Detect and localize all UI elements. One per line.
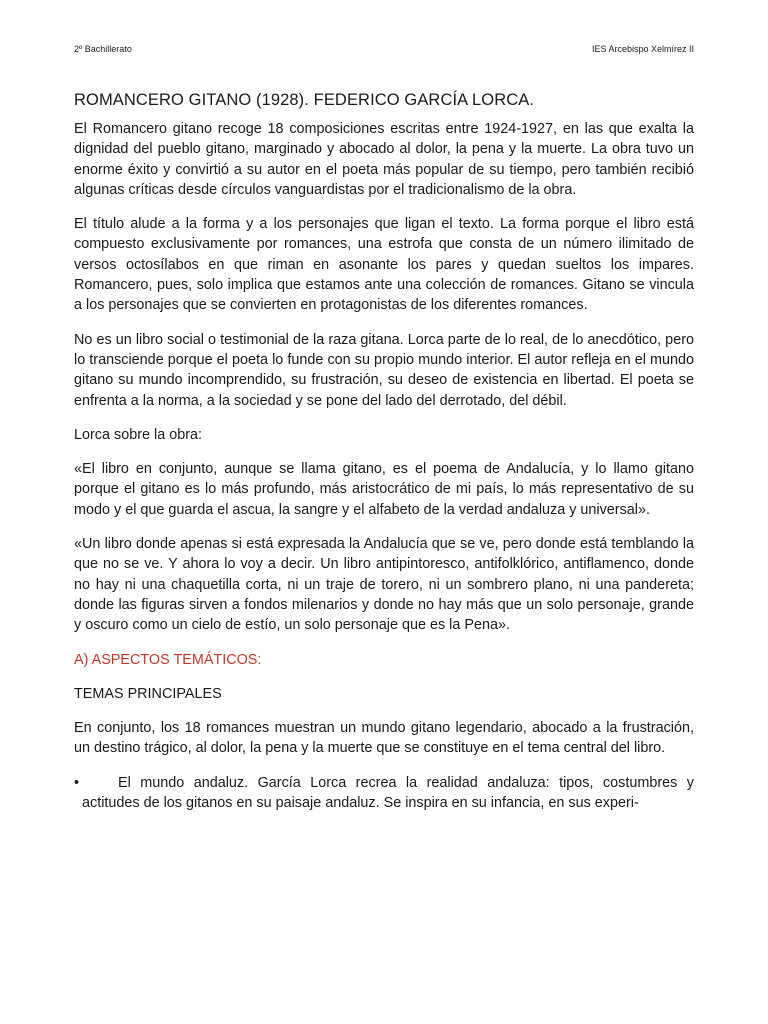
subheading-temas-principales: TEMAS PRINCIPALES (74, 685, 222, 702)
paragraph-quote-2: «Un libro donde apenas si está expresada la Andalucía que se ve, pero donde está temblando la que no se ve. Y ahora lo voy a decir. Un libro antipintoresco, antifolklórico, antiflamenco, donde no hay ni una chaquetilla corta, ni un traje de torero, ni un sombrero plano, ni una pandereta; donde las figuras sirven a fondos milenarios y donde no hay más que un solo personaje, grande y oscuro como un cielo de estío, un solo personaje que es la Pena». (74, 536, 694, 634)
paragraph-quote-1: «El libro en conjunto, aunque se llama gitano, es el poema de Andalucía, y lo llamo gitano porque el gitano es lo más profundo, más aristocrático de mi país, lo más representativo de su modo y el que guarda el ascua, la sangre y el alfabeto de la verdad andaluza y universal». (74, 461, 694, 518)
header-course: 2º Bachillerato (74, 44, 132, 54)
bullet-text: El mundo andaluz. García Lorca recrea la realidad andaluza: tipos, costumbres y actitudes de los gitanos en su paisaje andaluz. Se inspira en su infancia, en sus experi- (82, 774, 694, 812)
paragraph-title-meaning: El título alude a la forma y a los personajes que ligan el texto. La forma porque el libro está compuesto exclusivamente por romances, una estrofa que consta de un número ilimitado de versos octosílabos en que riman en asonante los pares y quedan sueltos los impares. Romancero, pues, solo implica que estamos ante una colección de romances. Gitano se vincula a los personajes que se convierten en protagonistas de los diferentes romances. (74, 216, 694, 314)
document-title: ROMANCERO GITANO (1928). FEDERICO GARCÍA LORCA. (74, 91, 535, 109)
paragraph-intro: El Romancero gitano recoge 18 composiciones escritas entre 1924-1927, en las que exalta la dignidad del pueblo gitano, marginado y abocado al dolor, la pena y la muerte. La obra tuvo un enorme éxito y convirtió a su autor en el poeta más popular de su tiempo, pero también recibió algunas críticas desde círculos vanguardistas por el tradicionalismo de la obra. (74, 121, 694, 198)
paragraph-not-social: No es un libro social o testimonial de la raza gitana. Lorca parte de lo real, de lo anecdótico, pero lo transciende porque el poeta lo funde con su propio mundo interior. El autor refleja en el mundo gitano su mundo incomprendido, su frustración, su deseo de existencia en libertad. El poeta se enfrenta a la norma, a la sociedad y se pone del lado del derrotado, del débil. (74, 331, 694, 409)
paragraph-temas: En conjunto, los 18 romances muestran un mundo gitano legendario, abocado a la frustración, un destino trágico, al dolor, la pena y la muerte que se constituye en el tema central del libro. (74, 720, 694, 757)
bullet-dot: • (74, 774, 80, 791)
bullet-item-mundo-andaluz (74, 773, 694, 814)
page-header (74, 42, 694, 56)
section-heading-tematicos: A) ASPECTOS TEMÁTICOS: (74, 651, 262, 668)
paragraph-lorca-intro: Lorca sobre la obra: (74, 426, 202, 443)
header-school: IES Arcebispo Xelmírez II (591, 44, 694, 54)
document-body (74, 88, 694, 813)
